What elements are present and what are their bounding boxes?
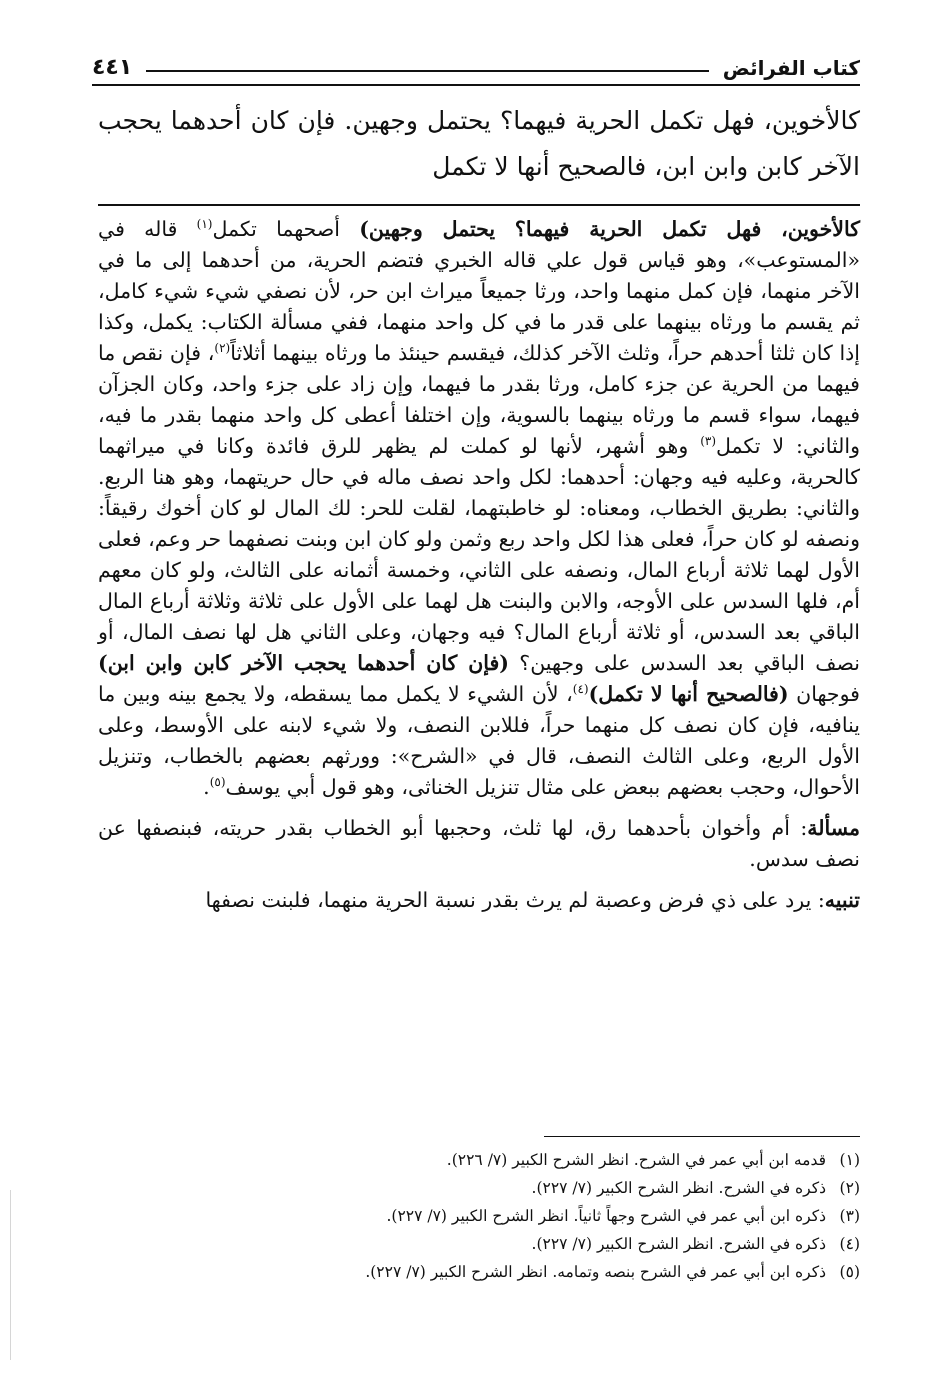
header-divider [92,84,860,86]
footnote-divider [544,1136,860,1137]
footnote [98,1230,860,1258]
page-number: ٤٤١ [92,55,133,80]
scan-margin-line [10,1190,11,1360]
footnote-text: ذكره في الشرح. انظر الشرح الكبير (٧/ ٢٢٧). [531,1179,826,1197]
quoted-matn: (فإن كان أحدهما يحجب الآخر كابن وابن ابن) [98,651,509,675]
footnote-number: (٤) [839,1235,860,1253]
commentary [98,214,860,916]
matn-divider [98,204,860,206]
footnote-text: ذكره في الشرح. انظر الشرح الكبير (٧/ ٢٢٧). [531,1235,826,1253]
footnote-text: قدمه ابن أبي عمر في الشرح. انظر الشرح الكبير (٧/ ٢٢٦). [446,1151,826,1169]
matn-text: كالأخوين، فهل تكمل الحرية فيهما؟ يحتمل وجهين. فإن كان أحدهما يحجب الآخر كابن وابن ابن، فالصحيح أنها لا تكمل [98,106,860,181]
footnote [98,1146,860,1174]
footnote-number: (٥) [839,1263,860,1281]
commentary-text: فوجهان [788,682,860,706]
running-title: كتاب الفرائض [722,56,860,80]
commentary-text: . [203,775,210,799]
footnote-number: (١) [839,1151,860,1169]
footnote-number: (٢) [839,1179,860,1197]
quoted-matn: (فالصحيح أنها لا تكمل) [588,682,789,706]
footnote-text: ذكره ابن أبي عمر في الشرح بنصه وتمامه. انظر الشرح الكبير (٧/ ٢٢٧). [365,1263,826,1281]
masala-text: : أم وأخوان بأحدهما رق، لها ثلث، وحجبها أبو الخطاب بقدر حريته، فبنصفها عن نصف سدس. [98,816,860,871]
tanbih-label: تنبيه [824,888,860,912]
footnote-ref-1[interactable]: (١) [196,217,213,232]
footnote [98,1258,860,1286]
header-rule [146,70,708,72]
running-head [92,36,860,80]
footnote-number: (٣) [839,1207,860,1225]
commentary-text: قاله في «المستوعب»، وهو قياس قول علي قاله الخبري فتضم الحرية، من أحدهما إلى ما في الآخر منهما، فإن كمل منهما واحد، ورثا جميعاً ميراث ابن حر، لأن نصفي شيء شيء كامل، ثم يقسم ما ورثاه بينهما على قدر ما في كل واحد منهما، ففي مسألة الكتاب: يكمل، وكذا إذا كان ثلثا أحدهم حراً، وثلث الآخر كذلك، فيقسم حينئذ ما ورثاه بينهما أثلاثاً [98,217,860,365]
commentary-text: أصحهما تكمل [212,217,360,241]
footnote-ref-5[interactable]: (٥) [209,775,226,790]
commentary-text: ، لأن الشيء لا يكمل مما يسقطه، ولا يجمع بينه وبين ما ينافيه، فإن كان نصف كل منهما حراً، فللابن النصف، ولا شيء لابنه على الأوسط، وعلى الأول الربع، وعلى الثالث النصف، قال في «الشرح»: وورثهم بعضهم بالخطاب، وتنزيل الأحوال، وحجب بعضهم ببعض على مثال تنزيل الخناثى، وهو قول أبي يوسف [98,682,860,799]
footnote-ref-2[interactable]: (٢) [214,341,231,356]
commentary-paragraph-tanbih [98,885,860,916]
footnote-ref-4[interactable]: (٤) [572,682,589,697]
masala-label: مسألة [807,816,860,840]
commentary-text: وهو أشهر، لأنها لو كملت لم يظهر للرق فائدة وكانا في ميراثهما كالحرية، وعليه فيه وجهان: أحدهما: لكل واحد نصف ماله في حال حريتهما، وهو هنا الربع. والثاني: بطريق الخطاب، ومعناه: لو خاطبتهما، لقلت للحر: لك المال لو كان أخوك رقيقاً: ونصفه لو كان حراً، فعلى هذا لكل واحد ربع وثمن ولو كان ابن وبنت نصفهما حر وعم، فعلى الأول لهما ثلاثة أرباع المال، ونصفه على الثاني، وخمسة أثمانه على الثالث، ولو كان معهم أم، فلها السدس على الأوجه، والابن والبنت هل لهما على الأول على ثلاثة وثلاثة أرباع المال الباقي بعد السدس، أو ثلاثة أرباع المال؟ فيه وجهان، وعلى الثاني هل لها نصف المال، أو نصف الباقي بعد السدس على وجهين؟ [98,434,860,675]
footnote [98,1174,860,1202]
commentary-text: ، فإن نقص ما فيهما من الحرية عن جزء كامل، ورثا بقدر ما فيهما، وإن زاد على جزء واحد، وكان الجزآن فيهما، سواء قسم ما ورثاه بينهما بالسوية، وإن اختلفا أعطى كل واحد منهما بقدر ما فيه، والثاني: لا تكمل [98,341,860,458]
footnote [98,1202,860,1230]
tanbih-text: : يرد على ذي فرض وعصبة لم يرث بقدر نسبة الحرية منهما، فلبنت نصفها [205,888,825,912]
commentary-paragraph-1 [98,214,860,803]
commentary-paragraph-masala [98,813,860,875]
footnotes [98,1146,860,1286]
footnote-text: ذكره ابن أبي عمر في الشرح وجهاً ثانياً. انظر الشرح الكبير (٧/ ٢٢٧). [386,1207,826,1225]
footnote-ref-3[interactable]: (٣) [700,434,717,449]
quoted-matn: كالأخوين، فهل تكمل الحرية فيهما؟ يحتمل وجهين) [359,217,860,241]
